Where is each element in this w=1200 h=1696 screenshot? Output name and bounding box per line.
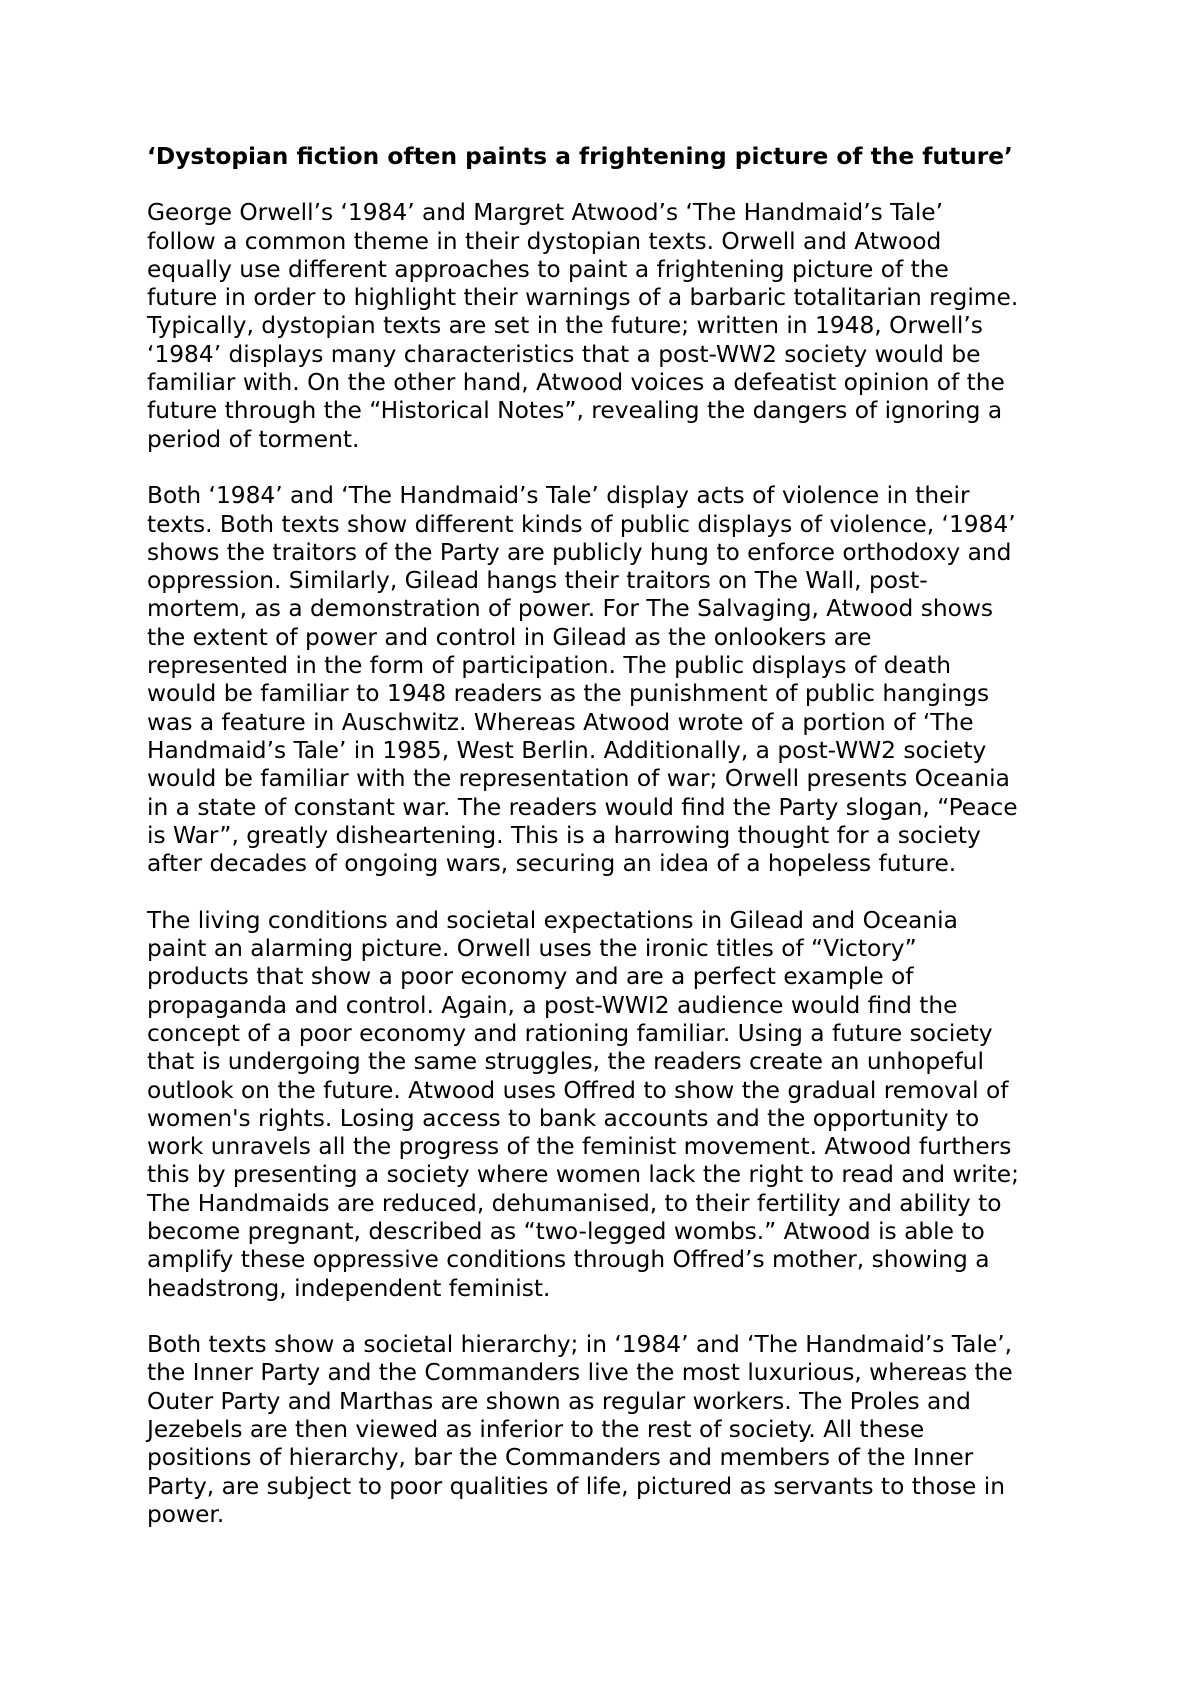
paragraph-line: Handmaid’s Tale’ in 1985, West Berlin. Additionally, a post-WW2 society [147, 736, 987, 764]
paragraph-line: Jezebels are then viewed as inferior to the rest of society. All these [147, 1416, 925, 1444]
paragraph-line: products that show a poor economy and are a perfect example of [147, 963, 914, 991]
paragraph-line: follow a common theme in their dystopian texts. Orwell and Atwood [147, 227, 942, 255]
paragraph-line: is War”, greatly disheartening. This is a harrowing thought for a society [147, 821, 981, 849]
paragraph-line: the extent of power and control in Gilead as the onlookers are [147, 623, 872, 651]
paragraph-line: ‘1984’ displays many characteristics that a post-WW2 society would be [147, 340, 981, 368]
paragraph-line: The Handmaids are reduced, dehumanised, to their fertility and ability to [147, 1189, 1002, 1217]
paragraph-line: outlook on the future. Atwood uses Offred to show the gradual removal of [147, 1076, 1009, 1104]
paragraph-line: amplify these oppressive conditions through Offred’s mother, showing a [147, 1246, 990, 1274]
paragraph-line: after decades of ongoing wars, securing an idea of a hopeless future. [147, 850, 957, 878]
paragraph-line: future in order to highlight their warnings of a barbaric totalitarian regime. [147, 284, 1019, 312]
paragraph-3 [147, 907, 1067, 1303]
paragraph-line: paint an alarming picture. Orwell uses the ironic titles of “Victory” [147, 935, 917, 963]
paragraph-line: would be familiar with the representation of war; Orwell presents Oceania [147, 765, 1010, 793]
paragraph-line: was a feature in Auschwitz. Whereas Atwood wrote of a portion of ‘The [147, 708, 974, 736]
paragraph-line: in a state of constant war. The readers would find the Party slogan, “Peace [147, 793, 1018, 821]
paragraph-line: work unravels all the progress of the feminist movement. Atwood furthers [147, 1133, 1012, 1161]
paragraph-4 [147, 1331, 1067, 1529]
paragraph-line: Both ‘1984’ and ‘The Handmaid’s Tale’ display acts of violence in their [147, 482, 970, 510]
paragraph-line: period of torment. [147, 425, 360, 453]
paragraph-line: the Inner Party and the Commanders live the most luxurious, whereas the [147, 1359, 1013, 1387]
paragraph-line: shows the traitors of the Party are publicly hung to enforce orthodoxy and [147, 538, 1012, 566]
paragraph-line: represented in the form of participation. The public displays of death [147, 652, 952, 680]
paragraph-line: mortem, as a demonstration of power. For The Salvaging, Atwood shows [147, 595, 994, 623]
paragraph-line: George Orwell’s ‘1984’ and Margret Atwood’s ‘The Handmaid’s Tale’ [147, 199, 944, 227]
paragraph-line: concept of a poor economy and rationing familiar. Using a future society [147, 1019, 993, 1047]
paragraph-line: familiar with. On the other hand, Atwood voices a defeatist opinion of the [147, 369, 1005, 397]
paragraph-line: women's rights. Losing access to bank accounts and the opportunity to [147, 1104, 980, 1132]
paragraph-line: Party, are subject to poor qualities of life, pictured as servants to those in [147, 1472, 1005, 1500]
document-body [147, 143, 1067, 1558]
paragraph-line: propaganda and control. Again, a post-WWI2 audience would find the [147, 991, 958, 1019]
paragraph-line: Both texts show a societal hierarchy; in ‘1984’ and ‘The Handmaid’s Tale’, [147, 1331, 1013, 1359]
paragraph-line: Typically, dystopian texts are set in the future; written in 1948, Orwell’s [147, 312, 983, 340]
paragraph-line: Outer Party and Marthas are shown as regular workers. The Proles and [147, 1387, 971, 1415]
paragraph-1 [147, 199, 1067, 454]
paragraph-line: texts. Both texts show different kinds of public displays of violence, ‘1984’ [147, 510, 1016, 538]
paragraph-line: The living conditions and societal expectations in Gilead and Oceania [147, 906, 958, 934]
paragraph-line: headstrong, independent feminist. [147, 1274, 551, 1302]
paragraph-line: oppression. Similarly, Gilead hangs their traitors on The Wall, post- [147, 567, 928, 595]
paragraph-line: power. [147, 1500, 225, 1528]
paragraph-line: would be familiar to 1948 readers as the punishment of public hangings [147, 680, 990, 708]
paragraph-line: that is undergoing the same struggles, the readers create an unhopeful [147, 1048, 984, 1076]
paragraph-line: this by presenting a society where women lack the right to read and write; [147, 1161, 1019, 1189]
paragraph-line: become pregnant, described as “two-legged wombs.” Atwood is able to [147, 1217, 985, 1245]
paragraph-line: positions of hierarchy, bar the Commanders and members of the Inner [147, 1444, 974, 1472]
paragraph-line: future through the “Historical Notes”, revealing the dangers of ignoring a [147, 397, 1003, 425]
paragraph-line: equally use different approaches to paint a frightening picture of the [147, 255, 949, 283]
paragraph-2 [147, 482, 1067, 878]
essay-title: ‘Dystopian fiction often paints a frightening picture of the future’ [147, 143, 1013, 170]
